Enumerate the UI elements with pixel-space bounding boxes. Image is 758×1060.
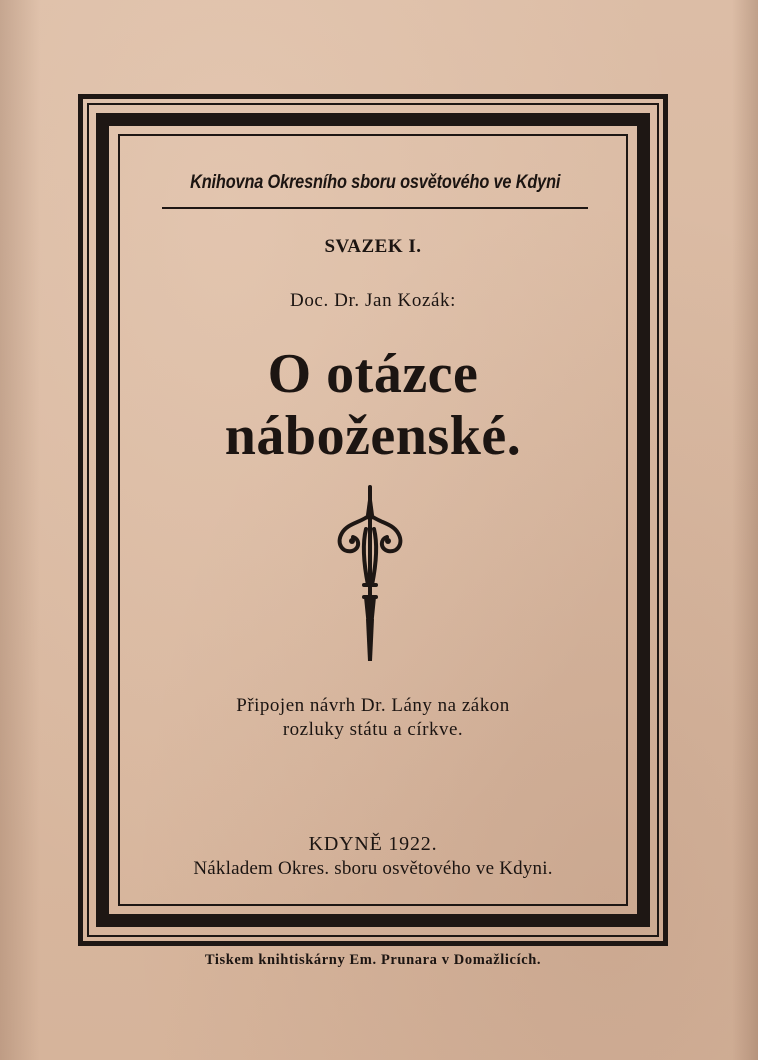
place-and-year: KDYNĚ 1922. [308, 833, 438, 855]
volume-number: SVAZEK I. [324, 236, 422, 257]
author-name: Doc. Dr. Jan Kozák: [290, 290, 456, 311]
appendix-line-2: rozluky státu a církve. [282, 719, 464, 740]
book-title-line-2: náboženské. [224, 405, 522, 467]
book-title-line-1: O otázce [267, 343, 479, 405]
printer-line: Tiskem knihtiskárny Em. Prunara v Domažlicích. [204, 952, 542, 968]
fleur-ornament-icon [320, 485, 420, 665]
paper-edge-left [0, 0, 40, 1060]
publisher-line: Nákladem Okres. sboru osvětového ve Kdyni. [193, 858, 553, 879]
series-title: Knihovna Okresního sboru osvětového ve Kdyni [190, 172, 561, 193]
appendix-line-1: Připojen návrh Dr. Lány na zákon [236, 695, 510, 716]
paper-edge-right [732, 0, 758, 1060]
series-underline [162, 207, 588, 209]
appendix-note [118, 694, 628, 742]
